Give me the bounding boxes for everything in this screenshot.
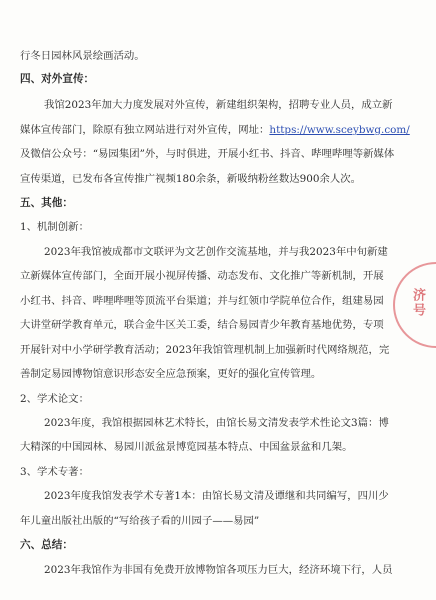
- text-fragment: 媒体宣传部门，除原有独立网站进行对外宣传，网址：: [20, 124, 270, 136]
- stamp-text: 济号: [410, 288, 425, 318]
- text-line: 2023年度，我馆根据园林艺术特长，由馆长易文清发表学术性论文3篇：博: [44, 417, 389, 429]
- text-line: 宣传渠道，已发布各宣传推广视频180余条，新吸纳粉丝数达900余人次。: [20, 173, 361, 185]
- website-link[interactable]: https://www.sceybwg.com/: [269, 124, 410, 136]
- section-heading-summary: 六、总结：: [20, 539, 73, 551]
- text-line: 行冬日园林风景绘画活动。: [20, 50, 145, 62]
- text-line: 2023年我馆被成都市文联评为文艺创作交流基地，并与我2023年中旬新建: [44, 246, 388, 258]
- text-line: 开展针对中小学研学教育活动；2023年我馆管理机制上加强新时代网络规范，完: [20, 344, 390, 356]
- text-line: 我馆2023年加大力度发展对外宣传，新建组织架构，招聘专业人员，成立新: [44, 99, 393, 111]
- subheading-monographs: 3、学术专著：: [20, 466, 89, 478]
- text-line: 善制定易园博物馆意识形态安全应急预案，更好的强化宣传管理。: [20, 368, 322, 380]
- text-line: [0, 123, 436, 137]
- text-line: 大讲堂研学教育单元，联合金牛区关工委，结合易园青少年教育基地优势，专项: [20, 319, 384, 331]
- text-line: 2023年度我馆发表学术专著1本：由馆长易文清及谭继和共同编写，四川少: [44, 490, 389, 502]
- section-heading-publicity: 四、对外宣传：: [20, 73, 95, 85]
- text-line: 大精深的中国园林、易园川派盆景博览园基本特点、中国盆景盆和几架。: [20, 441, 353, 453]
- section-heading-other: 五、其他：: [20, 197, 73, 209]
- subheading-papers: 2、学术论文：: [20, 393, 89, 405]
- text-line: 立新媒体宣传部门，全面开展小视屏传播、动态发布、文化推广等新机制，开展: [20, 270, 384, 282]
- text-line: 年儿童出版社出版的“写给孩子看的川园子——易园”: [20, 515, 260, 527]
- text-line: 及微信公众号：“易园集团”外，与时俱进，开展小红书、抖音、哔哩哔哩等新媒体: [20, 148, 395, 160]
- text-line: 小红书、抖音、哔哩哔哩等顶流平台渠道；并与红领巾学院单位合作，组建易园: [20, 295, 384, 307]
- subheading-mechanism: 1、机制创新：: [20, 221, 89, 233]
- text-line: 2023年我馆作为非国有免费开放博物馆各项压力巨大，经济环境下行，人员: [44, 564, 393, 576]
